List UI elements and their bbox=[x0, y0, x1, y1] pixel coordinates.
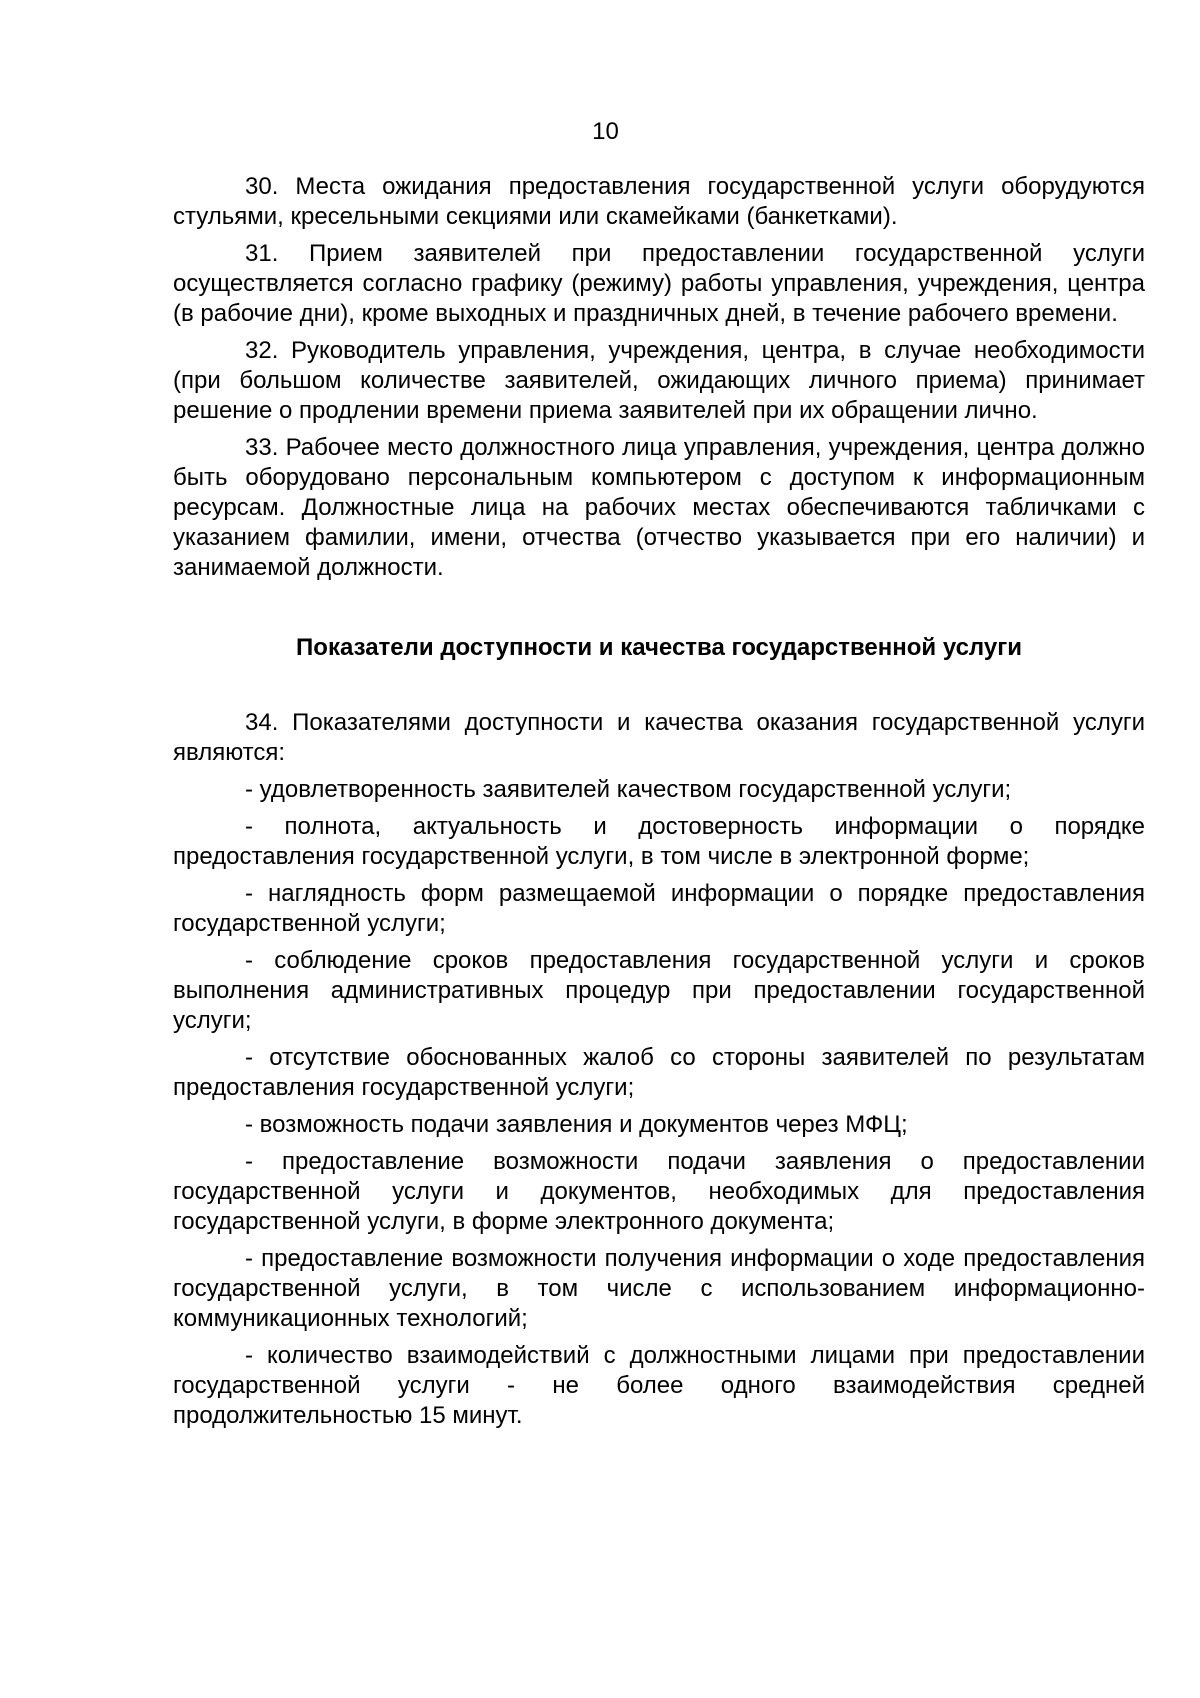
list-item: - количество взаимодействий с должностными лицами при предоставлении государственной услуги - не более одного взаимодействия средней продолжительностью 15 минут. bbox=[173, 1342, 1145, 1429]
list-item: - удовлетворенность заявителей качеством государственной услуги; bbox=[245, 776, 1012, 803]
section-heading: Показатели доступности и качества государственной услуги bbox=[296, 634, 1022, 661]
paragraph-34: 34. Показателями доступности и качества оказания государственной услуги являются: bbox=[173, 709, 1145, 766]
list-item: - возможность подачи заявления и документов через МФЦ; bbox=[245, 1111, 908, 1138]
list-item: - отсутствие обоснованных жалоб со стороны заявителей по результатам предоставления государственной услуги; bbox=[173, 1044, 1145, 1101]
page-number: 10 bbox=[592, 118, 619, 145]
document-body bbox=[173, 172, 1145, 1438]
list-item: - соблюдение сроков предоставления государственной услуги и сроков выполнения административных процедур при предоставлении государственной услуги; bbox=[173, 947, 1145, 1034]
list-item: - наглядность форм размещаемой информации о порядке предоставления государственной услуги; bbox=[173, 880, 1145, 937]
paragraph-31: 31. Прием заявителей при предоставлении государственной услуги осуществляется согласно графику (режиму) работы управления, учреждения, центра (в рабочие дни), кроме выходных и праздничных дней, в течение рабочего времени. bbox=[173, 240, 1145, 327]
list-item: - предоставление возможности получения информации о ходе предоставления государственной услуги, в том числе с использованием информационно-коммуникационных технологий; bbox=[173, 1245, 1145, 1332]
list-item: - предоставление возможности подачи заявления о предоставлении государственной услуги и документов, необходимых для предоставления государственной услуги, в форме электронного документа; bbox=[173, 1148, 1145, 1235]
list-item: - полнота, актуальность и достоверность информации о порядке предоставления государственной услуги, в том числе в электронной форме; bbox=[173, 813, 1145, 870]
paragraph-32: 32. Руководитель управления, учреждения, центра, в случае необходимости (при большом количестве заявителей, ожидающих личного приема) принимает решение о продлении времени приема заявителей при их обращении лично. bbox=[173, 337, 1145, 424]
paragraph-33: 33. Рабочее место должностного лица управления, учреждения, центра должно быть оборудовано персональным компьютером с доступом к информационным ресурсам. Должностные лица на рабочих местах обеспечиваются табличками с указанием фамилии, имени, отчества (отчество указывается при его наличии) и занимаемой должности. bbox=[173, 434, 1145, 581]
paragraph-30: 30. Места ожидания предоставления государственной услуги оборудуются стульями, кресельными секциями или скамейками (банкетками). bbox=[173, 173, 1145, 230]
